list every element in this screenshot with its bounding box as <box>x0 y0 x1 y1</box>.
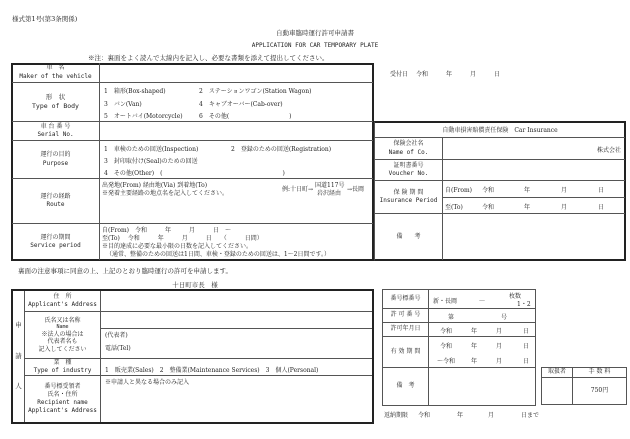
handler-input[interactable] <box>542 378 572 404</box>
form-title-ja: 自動車臨時運行許可申請書 <box>276 29 354 37</box>
serial-input[interactable] <box>100 122 373 140</box>
plate-number-input[interactable]: 新・長岡 — 枚数 1・2 <box>433 293 531 308</box>
validity-input[interactable]: 令和 年 月 日 ～令和 年 月 日 <box>437 343 530 365</box>
plate-number-label: 番号標番号 <box>390 294 421 302</box>
voucher-input[interactable] <box>443 160 625 180</box>
handler-label: 取扱者 <box>547 368 566 376</box>
purpose-option-2[interactable]: 2 登録のための回送(Registration) <box>231 146 332 153</box>
reception-day: 日 <box>494 71 501 78</box>
purpose-label: 運行の目的 Purpose <box>40 151 71 167</box>
office-use-section <box>382 289 536 406</box>
office-remarks-input[interactable] <box>429 368 535 405</box>
maker-input[interactable] <box>100 63 373 82</box>
insurance-remarks-label: 備 考 <box>396 232 421 240</box>
insurance-section: 自動車損害賠償責任保険 Car Insurance 保険会社名 Name of Co. 株式会社 証明書番号 Voucher No. 保 険 期 間 Insurance Period 自(From) 令和 年 月 日 至(To) 令和 年 月 日 備 考 <box>374 121 626 261</box>
industry-label: 業 種 Type of industry <box>33 358 92 374</box>
applicant-side-label: 申 請 人 <box>15 321 22 391</box>
body-type-option-6[interactable]: 6 その他( ) <box>199 113 292 120</box>
permit-number-input[interactable]: 第 号 <box>448 314 508 321</box>
route-example: 例:十日町→ 国道117号 岩沢経由 →長岡 <box>282 182 365 197</box>
reception-label: 受付日 <box>390 71 409 78</box>
maker-label: 車 名 Maker of the vehicle <box>19 64 92 80</box>
reception-month: 月 <box>470 71 477 78</box>
insurance-company-input[interactable]: 株式会社 <box>596 147 621 154</box>
industry-options[interactable]: 1 販売業(Sales) 2 整備業(Maintenance Services) 3 個人(Personal) <box>105 367 319 374</box>
body-type-options <box>104 85 372 121</box>
body-type-option-2[interactable]: 2 ステーションワゴン(Station Wagon) <box>199 88 312 95</box>
permit-date-input[interactable]: 令和 年 月 日 <box>440 328 530 335</box>
insurance-title: 自動車損害賠償責任保険 Car Insurance <box>442 127 558 134</box>
body-type-option-4[interactable]: 4 キャブオーバー(Cab-over) <box>199 101 283 108</box>
recipient-input[interactable]: ※申請人と異なる場合のみ記入 <box>105 379 190 386</box>
route-input[interactable]: 出発地(From) 経由地(Via) 到着地(To) ※発着主要経路の地点名を記入してください。 例:十日町→ 国道117号 岩沢経由 →長岡 <box>100 179 373 223</box>
body-type-label: 形 状 Type of Body <box>32 93 79 110</box>
form-number: 様式第1号(第3条関係) <box>12 15 78 23</box>
consent-statement: 裏面の注意事項に同意の上、上記のとおり臨時運行の許可を申請します。 <box>18 267 232 275</box>
recipient-label: 番号標受領者 氏名・住所 Recipient name Applicant's Address <box>28 382 97 415</box>
service-period-label: 運行の期間 Service period <box>30 233 81 249</box>
body-type-option-1[interactable]: 1 箱形(Box-shaped) <box>104 88 166 95</box>
applicant-section <box>11 289 374 424</box>
applicant-address-label: 住 所 Applicant's Address <box>28 292 97 308</box>
applicant-representative-input[interactable]: (代表者) 電話(Tel) <box>105 332 131 352</box>
form-title-en: APPLICATION FOR CAR TEMPORARY PLATE <box>251 42 379 49</box>
applicant-name-label: 氏名又は名称 Name ※法人の場合は 代表者名も 記入してください <box>38 316 87 353</box>
purpose-options <box>104 143 372 178</box>
reception-era: 令和 <box>416 71 429 78</box>
validity-label: 有 効 期 間 <box>390 347 421 355</box>
purpose-option-4[interactable]: 4 その他(Other) ( ) <box>104 170 285 177</box>
service-period-input[interactable]: 自(From) 令和 年 月 日 ～ 至(To) 令和 年 月 日 （ 日間） ※目的達成に必要な最小限の日数を記入してください。 （通常、整備のための回送は1日間、車検・登録のための回送は、1～2日間です。） <box>102 227 330 258</box>
fee-value: 750円 <box>590 386 609 394</box>
body-type-option-5[interactable]: 5 オートバイ(Motorcycle) <box>104 113 183 120</box>
serial-label: 車 台 番 号 Serial No. <box>37 122 74 138</box>
voucher-label: 証明書番号 Voucher No. <box>388 161 429 177</box>
fee-section <box>541 367 627 405</box>
purpose-option-3[interactable]: 3 封印取付け(Seal)のための回送 <box>104 158 198 165</box>
permit-number-label: 許 可 番 号 <box>390 311 421 319</box>
fee-label: 手 数 料 <box>588 368 611 376</box>
addressee: 十日町市長 様 <box>172 281 218 289</box>
body-type-option-3[interactable]: 3 バン(Van) <box>104 101 142 108</box>
insurance-remarks-input[interactable] <box>443 214 625 260</box>
route-label: 運行の経路 Route <box>40 192 71 208</box>
applicant-name-input[interactable] <box>101 312 372 328</box>
permit-date-label: 許可年月日 <box>390 325 421 333</box>
purpose-option-1[interactable]: 1 車検のための回送(Inspection) <box>104 146 199 153</box>
instruction-note: ※注：裏面をよく読んで太線内を記入し、必要な書類を添えて提出してください。 <box>88 54 329 62</box>
insurance-company-label: 保険会社名 Name of Co. <box>388 140 429 156</box>
insurance-period-label: 保 険 期 間 Insurance Period <box>379 188 438 204</box>
reception-year: 年 <box>446 71 453 78</box>
office-remarks-label: 備 考 <box>396 382 415 390</box>
reception-date <box>390 69 500 78</box>
applicant-address-input[interactable] <box>101 291 372 311</box>
